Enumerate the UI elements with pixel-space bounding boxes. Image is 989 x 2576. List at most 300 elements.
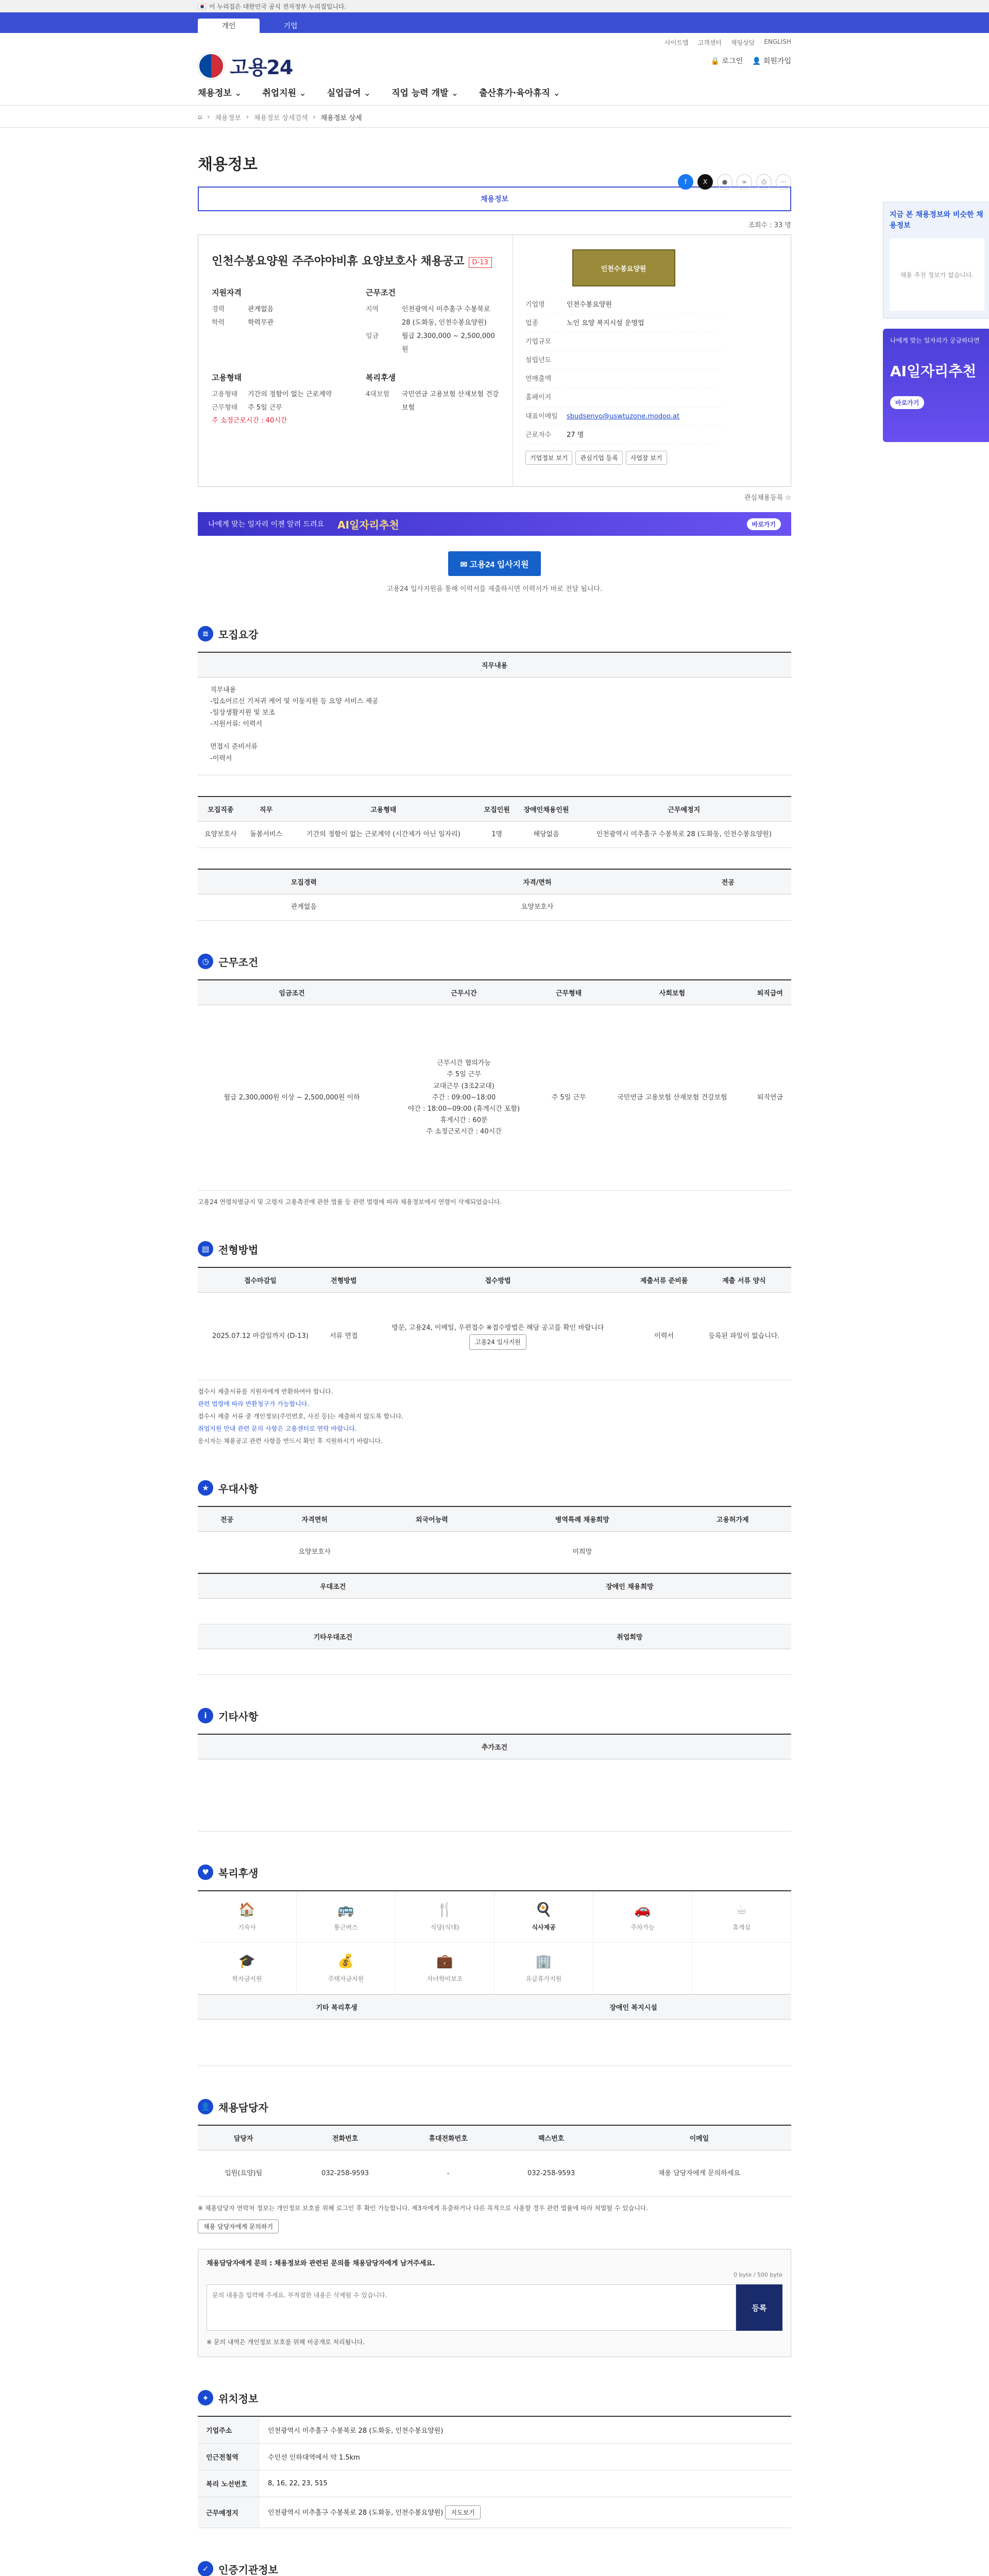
welfare-table [198, 1994, 791, 2066]
table-header: 담당자 [198, 2125, 289, 2150]
star-icon: ☆ [785, 494, 791, 502]
table-header: 우대조건 [198, 1573, 468, 1599]
table-header: 근무시간 [386, 980, 542, 1005]
table-header: 장애인 복지시설 [475, 1995, 791, 2020]
share-icon[interactable]: ⋯ [776, 174, 791, 190]
table-header: 접수마감일 [198, 1267, 323, 1293]
util-link-sitemap[interactable]: 사이트맵 [664, 39, 689, 46]
kv-label: 업종 [525, 319, 539, 328]
banner-title: AI일자리추천 [337, 518, 399, 531]
shift-cell: 주 5일 근무 [542, 1005, 595, 1191]
time-line: 휴게시간 : 60분 [440, 1116, 488, 1124]
row-value [260, 2497, 791, 2528]
duty-line: -입소어르신 기저귀 케어 및 이동지원 등 요양 서비스 제공 [210, 698, 379, 706]
table-cell: 입원(요양)팀 [198, 2150, 289, 2197]
kv-label: 임금 [366, 332, 379, 340]
kv-label: 홈페이지 [525, 394, 552, 402]
table-row [198, 1532, 791, 1573]
table-row [198, 2150, 791, 2197]
company-info-button[interactable]: 기업정보 보기 [525, 451, 572, 465]
welfare-item [494, 1891, 593, 1943]
table-header: 모집인원 [478, 796, 516, 822]
similar-jobs-box [883, 202, 989, 318]
kv-label: 지역 [366, 306, 379, 313]
time-line: 근무시간 협의가능 [437, 1059, 491, 1067]
section-recruit [198, 626, 791, 921]
section-title: 근무조건 [218, 956, 259, 969]
section-title: 위치정보 [218, 2392, 259, 2405]
workplace-button[interactable]: 사업장 보기 [626, 451, 667, 465]
table-cell [468, 1649, 791, 1675]
kv-label: 경력 [212, 306, 225, 313]
section-screen [198, 1241, 791, 1447]
screen-apply-button[interactable]: 고용24 입사지원 [469, 1334, 526, 1350]
time-line: 주 5일 근무 [447, 1071, 481, 1079]
note-line: 접수시 제출서류를 지원자에게 반환하여야 합니다. [198, 1388, 333, 1396]
table-header: 이메일 [607, 2125, 791, 2150]
table-cell [674, 1532, 791, 1573]
banner-button[interactable]: 바로가기 [747, 518, 781, 530]
table-header: 사회보험 [595, 980, 749, 1005]
workplace-address: 인천광역시 미추홀구 수봉북로 28 (도화동, 인천수봉요양원) [268, 2509, 444, 2517]
note-line: 응시자는 채용공고 관련 사항을 반드시 확인 후 지원하시기 바랍니다. [198, 1437, 383, 1445]
table-header: 직무 [243, 796, 288, 822]
dday-badge: D-13 [469, 257, 492, 268]
cafeteria-icon: 🍴 [436, 1902, 453, 1918]
row-label: 근무예정지 [198, 2497, 260, 2528]
table-cell: 2025.07.12 마감일까지 (D-13) [198, 1293, 323, 1380]
duty-line: -일상생활지원 및 보조 [210, 709, 275, 717]
content [198, 151, 983, 2576]
table-cell: 관계없음 [198, 894, 410, 921]
table-header: 전공 [198, 1506, 256, 1532]
welfare-item [692, 1891, 791, 1943]
welfare-label: 통근버스 [334, 1924, 358, 1931]
user-icon: 👤 [752, 57, 763, 65]
share-bar [678, 174, 791, 190]
signup-link[interactable] [752, 56, 791, 66]
job-summary [198, 234, 791, 487]
meal-icon: 🍳 [535, 1902, 552, 1918]
nav-jobs[interactable]: 채용정보 ⌄ [198, 86, 242, 98]
welfare-label: 휴게실 [732, 1924, 751, 1931]
tab-personal[interactable]: 개인 [198, 19, 260, 33]
kv-value: 관계없음 [248, 306, 274, 313]
table-header: 근무예정지 [577, 796, 791, 822]
util-link-chat[interactable]: 채팅상담 [730, 39, 755, 46]
table-cell: - [401, 2150, 495, 2197]
welfare-item [494, 1943, 593, 1994]
breadcrumb-bar [0, 105, 989, 128]
insurance-cell: 국민연금 고용보험 산재보험 건강보험 [595, 1005, 749, 1191]
welfare-item [198, 1943, 297, 1994]
main-nav [198, 86, 560, 98]
table-header: 모집직종 [198, 796, 243, 822]
work-note: 고용24 연령차별금지 및 고령자 고용촉진에 관한 법률 등 관련 법령에 따라 채용정보에서 연령이 삭제되었습니다. [198, 1198, 502, 1206]
section-title: 기타사항 [218, 1710, 259, 1723]
kv-label: 근무형태 [212, 404, 238, 412]
ad-caption: 나에게 맞는 일자리가 궁금하다면 [890, 337, 980, 344]
kv-value: 월급 2,300,000 ~ 2,500,000원 [402, 332, 495, 353]
welfare-item [297, 1891, 396, 1943]
welfare-label: 주택자금지원 [328, 1975, 364, 1983]
employment-type-heading: 고용형태 [212, 373, 242, 382]
table-cell [373, 1532, 491, 1573]
table-cell: 032-258-9593 [289, 2150, 401, 2197]
util-link-english[interactable]: ENGLISH [764, 38, 791, 45]
welfare-label: 식당(식대) [430, 1924, 459, 1931]
table-cell: 요양보호사 [256, 1532, 373, 1573]
wage-cell: 월급 2,300,000원 이상 ~ 2,500,000원 이하 [198, 1005, 386, 1191]
welfare-item [297, 1943, 396, 1994]
auth-links [711, 56, 791, 66]
tuition-icon: 🎓 [238, 1954, 255, 1970]
util-links [664, 38, 791, 47]
section-title: 복리후생 [218, 1867, 259, 1879]
ad-button[interactable]: 바로가기 [890, 396, 924, 409]
table-cell [198, 1532, 256, 1573]
table-header: 외국어능력 [373, 1506, 491, 1532]
duty-line: 면접시 준비서류 [210, 743, 258, 751]
work-time-cell [386, 1005, 542, 1191]
duty-table [198, 652, 791, 775]
row-label: 기업주소 [198, 2416, 260, 2444]
banner-text: 나에게 맞는 일자리 이젠 알려 드려요 [208, 520, 325, 529]
time-line: 야간 : 18:00~09:00 (휴게시간 포함) [407, 1105, 520, 1113]
manager-contact-button[interactable]: 채용 담당자에게 문의하기 [198, 2219, 279, 2233]
clipboard-icon: ≡ [198, 626, 213, 641]
kv-label: 대표이메일 [525, 412, 558, 420]
table-cell: 해당없음 [516, 822, 576, 848]
nav-training[interactable]: 직업 능력 개발 ⌄ [391, 86, 458, 98]
korea-flag-icon [198, 4, 206, 9]
gov-banner [0, 0, 989, 12]
byte-counter: 0 byte / 500 byte [734, 2272, 782, 2279]
company-buttons [525, 451, 722, 465]
welfare-item [396, 1891, 494, 1943]
table-header: 접수방법 [365, 1267, 632, 1293]
table-header: 근무형태 [542, 980, 595, 1005]
condition-block [366, 287, 499, 357]
logo-text: 고용24 [230, 56, 293, 79]
table-cell: 서류 면접 [323, 1293, 365, 1380]
table-cell [198, 2020, 475, 2066]
ai-banner[interactable] [198, 512, 791, 536]
screen-notes [198, 1385, 791, 1447]
kv-value: 27 명 [567, 431, 584, 439]
welfare-grid [198, 1890, 791, 1994]
table-cell [198, 1649, 468, 1675]
scrap-label: 관심채용등록 [744, 494, 783, 502]
table-row [198, 894, 791, 921]
kv-label: 기업명 [525, 301, 545, 309]
lounge-icon: ☕ [735, 1902, 748, 1918]
table-header: 장애인채용인원 [516, 796, 576, 822]
breadcrumb-item[interactable]: 채용정보 [215, 114, 241, 122]
table-cell [198, 1599, 468, 1624]
row-value: 수인선 인하대역에서 약 1.5km [260, 2444, 791, 2470]
ai-recommend-ad[interactable] [883, 329, 989, 442]
nav-leave[interactable]: 출산휴가·육아휴직 ⌄ [479, 86, 560, 98]
nav-support[interactable]: 취업지원 ⌄ [262, 86, 306, 98]
welfare-item [593, 1891, 692, 1943]
duty-line: -지원서류: 이력서 [210, 720, 263, 728]
work-table [198, 979, 791, 1191]
note-line: 접수시 제출 서류 중 개인정보(주민번호, 사진 등)는 제출하지 않도록 합니다. [198, 1413, 404, 1420]
apply-label: 고용24 입사지원 [469, 560, 529, 569]
section-location [198, 2390, 791, 2528]
certificate-icon: ✓ [198, 2561, 213, 2576]
table-header: 병역특례 채용희망 [490, 1506, 674, 1532]
welfare-label: 자녀학비보조 [427, 1975, 463, 1983]
page-title: 채용정보 [198, 156, 258, 174]
table-cell: 요양보호사 [198, 822, 243, 848]
table-row [198, 1005, 791, 1191]
tab-detail[interactable]: 채용정보 [198, 187, 791, 211]
welfare-label: 식사제공 [532, 1924, 556, 1931]
welfare-item [692, 1943, 791, 1994]
interest-company-button[interactable]: 관심기업 등록 [575, 451, 622, 465]
table-header: 전화번호 [289, 2125, 401, 2150]
pref-table-2 [198, 1573, 791, 1675]
inquiry-note: ※ 문의 내역은 개인정보 보호를 위해 비공개로 처리됩니다. [207, 2338, 365, 2346]
welfare-label: 학자금지원 [232, 1975, 262, 1983]
gov-banner-text: 이 누리집은 대한민국 공식 전자정부 누리집입니다. [209, 3, 347, 10]
similar-jobs-empty: 채용 추천 정보가 없습니다. [890, 239, 984, 311]
print-icon[interactable]: ⎙ [756, 174, 772, 190]
table-cell: 이력서 [631, 1293, 696, 1380]
table-row [198, 1293, 791, 1380]
etc-table [198, 1734, 791, 1832]
housing-icon: 💰 [337, 1954, 354, 1970]
welfare-label: 유급휴가지원 [525, 1975, 562, 1983]
table-header: 퇴직급여 [749, 980, 791, 1005]
login-label: 로그인 [722, 57, 743, 65]
table-cell: 1명 [478, 822, 516, 848]
scrap-button[interactable] [198, 492, 791, 502]
thumbs-up-icon: ★ [198, 1480, 213, 1496]
kv-label: 학력 [212, 319, 225, 327]
facebook-icon[interactable]: f [678, 174, 693, 190]
kv-label: 설립년도 [525, 357, 552, 365]
table-cell [468, 1599, 791, 1624]
info-icon: i [198, 1708, 213, 1723]
table-header: 휴대전화번호 [401, 2125, 495, 2150]
table-cell: 요양보호사 [410, 894, 665, 921]
right-column [883, 202, 989, 442]
kv-value: 국민연금 고용보험 산재보험 건강보험 [402, 391, 499, 412]
bus-icon: 🚌 [337, 1902, 354, 1918]
row-value: 인천광역시 미추홀구 수봉북로 28 (도화동, 인천수봉요양원) [260, 2416, 791, 2444]
table-header: 추가조건 [198, 1734, 791, 1759]
table-cell [198, 1759, 791, 1832]
map-button[interactable]: 지도보기 [445, 2505, 480, 2519]
summary-left [198, 235, 513, 486]
note-line[interactable]: 관련 법령에 따라 반환청구가 가능합니다. [198, 1400, 310, 1408]
job-title: 인천수봉요양원 주주야야비휴 요양보호사 채용공고 [212, 255, 465, 268]
welfare-item [396, 1943, 494, 1994]
kakao-icon[interactable]: ● [717, 174, 732, 190]
util-link-help[interactable]: 고객센터 [697, 39, 722, 46]
kv-label: 연매출액 [525, 375, 552, 383]
table-cell: 032-258-9593 [495, 2150, 607, 2197]
table-header: 임금조건 [198, 980, 386, 1005]
duty-line: -이력서 [210, 754, 232, 762]
table-cell: 인천광역시 미추홀구 수봉북로 28 (도화동, 인천수봉요양원) [577, 822, 791, 848]
benefit-block [366, 372, 499, 425]
breadcrumb-current: 채용정보 상세 [320, 114, 362, 122]
table-cell: 등록된 파일이 없습니다. [697, 1293, 791, 1380]
apply-note: 고용24 입사지원을 통해 이력서를 제출하시면 이력서가 바로 전달 됩니다. [387, 585, 602, 593]
inquiry-box [198, 2249, 791, 2357]
mail-icon: ✉ [460, 560, 470, 569]
qualification-block [212, 287, 345, 357]
retire-cell: 퇴직연금 [749, 1005, 791, 1191]
similar-jobs-title: 지금 본 채용정보와 비슷한 채용정보 [890, 211, 983, 230]
apply-button[interactable] [448, 551, 541, 576]
taegeuk-icon [198, 53, 225, 79]
kv-value: 학력무관 [248, 319, 274, 327]
signup-label: 회원가입 [763, 57, 791, 65]
table-header: 기타 복리후생 [198, 1995, 475, 2020]
view-count: 조회수 : 33 명 [748, 222, 791, 229]
welfare-item [593, 1943, 692, 1994]
login-link[interactable] [711, 56, 743, 66]
x-icon[interactable]: X [697, 174, 713, 190]
company-logo: 인천수봉요양원 [572, 249, 675, 286]
kv-value: 기간의 정함이 없는 근로계약 [248, 391, 332, 398]
kv-label: 기업규모 [525, 338, 552, 346]
section-title: 채용담당자 [218, 2101, 268, 2114]
link-icon[interactable]: ∞ [737, 174, 752, 190]
table-header: 제출서류 준비물 [631, 1267, 696, 1293]
welfare-label: 주차가능 [630, 1924, 655, 1931]
table-row [198, 822, 791, 848]
work-hours-link[interactable]: 주 소정근로시간 : 40시간 [212, 417, 287, 425]
table-header: 자격면허 [256, 1506, 373, 1532]
row-label: 복리 노선번호 [198, 2470, 260, 2497]
note-line[interactable]: 취업지원 안내 관련 문의 사항은 고용센터로 연락 바랍니다. [198, 1425, 357, 1433]
table-header: 팩스번호 [495, 2125, 607, 2150]
row-label: 인근전철역 [198, 2444, 260, 2470]
pref-table [198, 1506, 791, 1573]
section-manager [198, 2099, 791, 2357]
condition-heading: 근무조건 [366, 288, 396, 297]
home-icon[interactable]: ⌂ [198, 113, 202, 121]
section-work [198, 954, 791, 1208]
manager-table [198, 2125, 791, 2197]
section-title: 우대사항 [218, 1482, 259, 1495]
section-title: 모집요강 [218, 628, 259, 641]
table-header: 취업희망 [468, 1624, 791, 1649]
duty-content [198, 677, 791, 775]
document-icon: ▤ [198, 1241, 213, 1257]
section-title: 전형방법 [218, 1243, 259, 1256]
company-info [513, 235, 734, 486]
kv-value: 주 5일 근무 [248, 404, 282, 412]
section-title: 인증기관정보 [218, 2563, 278, 2576]
section-etc [198, 1708, 791, 1832]
childcare-icon: 💼 [436, 1954, 453, 1970]
kv-label: 고용형태 [212, 391, 238, 398]
kv-label: 근로자수 [525, 431, 552, 439]
row-value: 8, 16, 22, 23, 515 [260, 2470, 791, 2497]
table-header: 전공 [664, 869, 791, 894]
breadcrumb: ⌂ › 채용정보 › 채용정보 상세검색 › 채용정보 상세 [198, 113, 362, 122]
kv-value: 인천광역시 미추홀구 수봉북로 28 (도화동, 인천수봉요양원) [402, 306, 490, 327]
kv-value: 노인 요양 복지시설 운영업 [567, 319, 644, 328]
qualification-heading: 지원자격 [212, 288, 242, 297]
parking-icon: 🚗 [634, 1902, 651, 1918]
vacation-icon: 🏢 [535, 1954, 552, 1970]
table-header: 고용형태 [289, 796, 478, 822]
screen-method: 방문, 고용24, 이메일, 우편접수 ※접수방법은 해당 공고를 확인 바랍니다 [391, 1324, 604, 1332]
table-header: 고용허가제 [674, 1506, 791, 1532]
person-icon: 👤 [198, 2099, 213, 2114]
section-cert [198, 2561, 791, 2576]
tab-company[interactable]: 기업 [283, 22, 298, 30]
section-welfare [198, 1865, 791, 2066]
nav-unemployment[interactable]: 실업급여 ⌄ [327, 86, 371, 98]
screen-table [198, 1267, 791, 1380]
table-cell: 채용 담당자에게 문의하세요 [607, 2150, 791, 2197]
duty-line: 직무내용 [210, 686, 236, 694]
table-header: 자격/면허 [410, 869, 665, 894]
top-switch [0, 12, 989, 33]
breadcrumb-item[interactable]: 채용정보 상세검색 [253, 114, 308, 122]
table-header: 모집경력 [198, 869, 410, 894]
time-line: 주 소정근로시간 : 40시간 [426, 1127, 502, 1136]
header [198, 33, 791, 105]
employment-type-block [212, 372, 345, 425]
clock-icon: ◷ [198, 954, 213, 969]
table-cell [475, 2020, 791, 2066]
site-logo[interactable] [198, 52, 293, 80]
section-pref [198, 1480, 791, 1675]
table-cell: 미희망 [490, 1532, 674, 1573]
inquiry-textarea[interactable]: 문의 내용을 입력해 주세요. 부적절한 내용은 삭제될 수 있습니다. [207, 2284, 736, 2331]
recruit-table-2 [198, 869, 791, 921]
dormitory-icon: 🏠 [238, 1902, 255, 1918]
table-header: 전형방법 [323, 1267, 365, 1293]
time-line: 주간 : 09:00~18:00 [432, 1093, 496, 1101]
kv-value: 인천수봉요양원 [567, 301, 612, 309]
inquiry-submit-button[interactable]: 등록 [736, 2284, 782, 2331]
table-header: 기타우대조건 [198, 1624, 468, 1649]
benefit-heading: 복리후생 [366, 373, 396, 382]
table-cell [664, 894, 791, 921]
inquiry-title: 채용담당자에게 문의 : 채용정보와 관련된 문의를 채용담당자에게 남겨주세요. [207, 2260, 435, 2268]
kv-label: 4대보험 [366, 391, 389, 398]
table-cell: 기간의 정함이 없는 근로계약 (시간제가 아닌 일자리) [289, 822, 478, 848]
company-email[interactable]: sbudsenyo@uswtuzone.modoo.at [567, 412, 680, 420]
table-header: 제출 서류 양식 [697, 1267, 791, 1293]
ad-title: AI일자리추천 [890, 363, 977, 380]
welfare-item [198, 1891, 297, 1943]
manager-note: ※ 채용담당자 연락처 정보는 개인정보 보호를 위해 로그인 후 확인 가능합니다. 제3자에게 유출하거나 다른 목적으로 사용할 경우 관련 법률에 따라 처벌될 수 있습니다. [198, 2205, 649, 2212]
welfare-label: 기숙사 [238, 1924, 256, 1931]
table-cell [365, 1293, 632, 1380]
map-pin-icon: ⌖ [198, 2390, 213, 2405]
location-table [198, 2416, 791, 2528]
recruit-table [198, 796, 791, 848]
lock-icon: 🔒 [710, 57, 722, 65]
time-line: 교대근무 (3조2교대) [433, 1082, 494, 1090]
table-header: 직무내용 [198, 652, 791, 677]
gift-icon: ♥ [198, 1865, 213, 1880]
table-cell: 돌봄서비스 [243, 822, 288, 848]
table-header: 장애인 채용희망 [468, 1573, 791, 1599]
